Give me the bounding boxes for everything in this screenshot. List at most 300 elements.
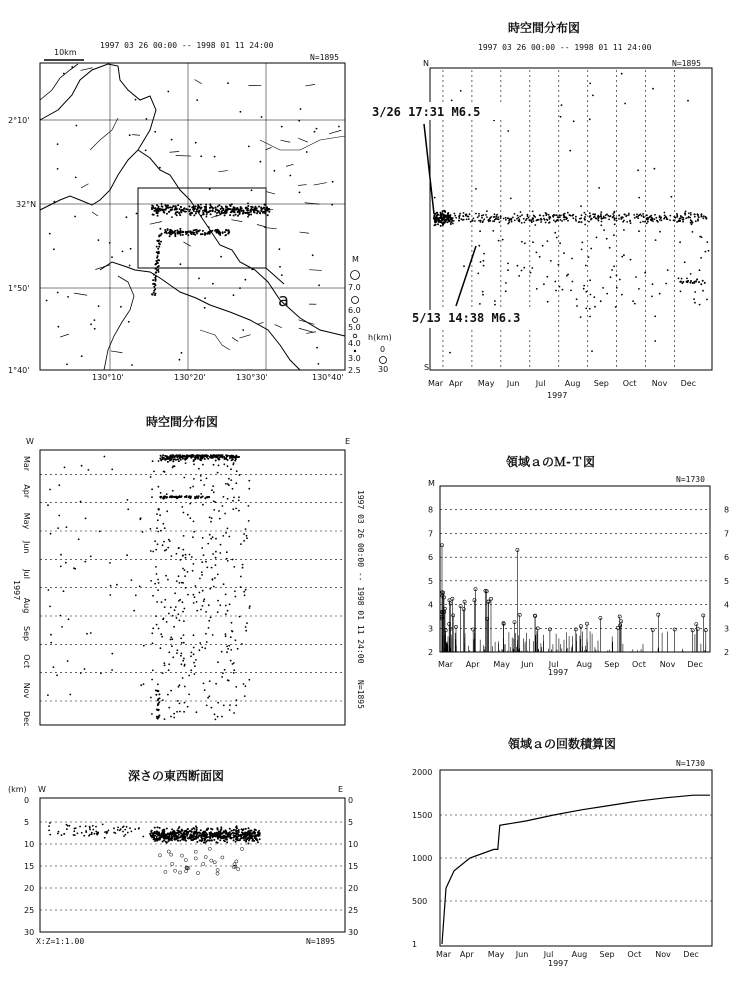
- ew-epicenter: [195, 585, 197, 587]
- ew-epicenter: [209, 534, 211, 536]
- ns-epicenter: [436, 212, 438, 214]
- map-epicenter: [189, 230, 191, 232]
- ew-epicenter: [167, 458, 169, 460]
- map-epicenter: [98, 239, 100, 241]
- map-fault-segment: [257, 224, 266, 227]
- cum-gridlines: [412, 768, 712, 949]
- map-epicenters: [46, 66, 340, 366]
- ns-epicenter: [534, 224, 536, 226]
- ew-epicenter: [228, 478, 230, 480]
- map-epicenter: [256, 212, 258, 214]
- depth-hypocenter: [92, 825, 94, 827]
- ew-epicenter: [47, 694, 49, 696]
- depth-hypocenter: [74, 834, 76, 836]
- ns-epicenter: [676, 214, 678, 216]
- ew-epicenter: [176, 652, 178, 654]
- ns-epicenter: [546, 276, 548, 278]
- ns-epicenter: [514, 220, 516, 222]
- ew-month-label: May: [22, 512, 31, 530]
- ew-epicenter: [99, 531, 101, 533]
- ns-epicenter: [482, 220, 484, 222]
- ew-epicenter: [182, 455, 184, 457]
- ns-epicenter: [489, 220, 491, 222]
- ns-epicenter: [561, 220, 563, 222]
- ew-epicenter: [226, 646, 228, 648]
- ew-epicenter: [224, 669, 226, 671]
- ns-epicenter: [612, 213, 614, 215]
- depth-hypocenter: [142, 836, 144, 838]
- ns-epicenter: [585, 308, 587, 310]
- depth-hypocenter: [181, 829, 183, 831]
- ew-epicenter: [172, 656, 174, 658]
- ns-epicenter: [585, 265, 587, 267]
- depth-hypocenter: [179, 871, 182, 874]
- depth-hypocenter: [257, 841, 259, 843]
- ns-epicenter: [693, 282, 695, 284]
- map-fault-segment: [298, 320, 314, 325]
- map-epicenter: [182, 234, 184, 236]
- depth-hypocenter: [205, 833, 207, 835]
- ew-epicenter: [50, 533, 52, 535]
- ns-epicenter: [637, 169, 639, 171]
- depth-hypocenter: [186, 834, 188, 836]
- ew-epicenter: [203, 598, 205, 600]
- map-epicenter: [151, 207, 153, 209]
- ns-epicenter: [573, 120, 575, 122]
- ew-epicenter: [189, 554, 191, 556]
- ew-epicenter: [50, 634, 52, 636]
- map-epicenter: [120, 306, 122, 308]
- ew-epicenter: [171, 555, 173, 557]
- map-epicenter: [179, 359, 181, 361]
- map-epicenter: [263, 207, 265, 209]
- map-epicenter: [230, 211, 232, 213]
- depth-hypocenter: [259, 832, 261, 834]
- ew-epicenter: [217, 455, 219, 457]
- ns-epicenter: [434, 216, 436, 218]
- ns-epicenter: [531, 267, 533, 269]
- map-epicenter: [224, 235, 226, 237]
- map-epicenter: [67, 296, 69, 298]
- ns-epicenter: [500, 217, 502, 219]
- depth-hypocenter: [245, 832, 247, 834]
- ew-epicenter: [133, 610, 135, 612]
- ew-epicenter: [161, 636, 163, 638]
- ns-epicenter: [638, 230, 640, 232]
- ew-epicenter: [233, 669, 235, 671]
- depth-hypocenter: [122, 831, 124, 833]
- depth-hypocenter: [48, 825, 50, 827]
- lon-label-1: 130°10': [92, 373, 124, 382]
- ew-epicenter: [158, 693, 160, 695]
- map-epicenter: [224, 231, 226, 233]
- ew-epicenter: [242, 567, 244, 569]
- map-epicenter: [169, 235, 171, 237]
- ns-epicenter: [471, 219, 473, 221]
- ns-epicenter: [640, 222, 642, 224]
- ew-epicenter: [200, 475, 202, 477]
- depth-hypocenter: [196, 827, 198, 829]
- ns-epicenter: [494, 300, 496, 302]
- map-fault-segment: [309, 270, 321, 271]
- depth-hypocenter: [206, 829, 208, 831]
- map-epicenter: [263, 211, 265, 213]
- depth-hypocenter: [178, 826, 180, 828]
- depth-hypocenters: [48, 822, 261, 875]
- ew-epicenter: [230, 649, 232, 651]
- ew-epicenter: [183, 477, 185, 479]
- ew-epicenter: [225, 613, 227, 615]
- ns-epicenter: [590, 248, 592, 250]
- ew-epicenter: [176, 553, 178, 555]
- ns-epicenter: [470, 221, 472, 223]
- map-epicenter: [235, 214, 237, 216]
- ew-epicenter: [111, 469, 113, 471]
- ew-epicenter: [183, 634, 185, 636]
- ns-epicenter: [571, 258, 573, 260]
- ew-epicenter: [227, 560, 229, 562]
- depth-hypocenter: [224, 840, 226, 842]
- depth-hypocenter: [170, 833, 172, 835]
- ew-epicenter: [179, 620, 181, 622]
- ew-epicenter: [222, 505, 224, 507]
- ew-epicenter: [231, 622, 233, 624]
- depth-hypocenter: [219, 830, 221, 832]
- ew-epicenter: [219, 552, 221, 554]
- ns-epicenter: [483, 218, 485, 220]
- ns-month-label: May: [477, 379, 495, 388]
- map-epicenter: [214, 156, 216, 158]
- ns-epicenter: [569, 215, 571, 217]
- ew-epicenter: [84, 668, 86, 670]
- ew-epicenter: [238, 456, 240, 458]
- map-epicenter: [167, 205, 169, 207]
- depth-hypocenter: [81, 832, 83, 834]
- ew-month-label: Dec: [22, 711, 31, 727]
- map-fault-segment: [170, 151, 180, 152]
- depth-hypocenter: [237, 868, 240, 871]
- ew-epicenter: [213, 464, 215, 466]
- ew-epicenter: [215, 719, 217, 721]
- ew-epicenter: [209, 588, 211, 590]
- depth-hypocenter: [79, 826, 81, 828]
- map-epicenter: [111, 256, 113, 258]
- ew-epicenter: [179, 582, 181, 584]
- cum-month-label: Apr: [459, 950, 474, 959]
- ns-month-label: Sep: [593, 379, 609, 388]
- ew-epicenter: [157, 589, 159, 591]
- map-epicenter: [261, 116, 263, 118]
- map-epicenter: [200, 233, 202, 235]
- ew-epicenter: [56, 674, 58, 676]
- ns-epicenter: [462, 215, 464, 217]
- map-epicenter: [63, 73, 65, 75]
- mt-tick-label-right: 6: [724, 553, 730, 563]
- ns-epicenter: [450, 221, 452, 223]
- ew-epicenter: [152, 595, 154, 597]
- ns-epicenter: [479, 303, 481, 305]
- ns-epicenter: [499, 221, 501, 223]
- ew-epicenter: [162, 672, 164, 674]
- ew-epicenter: [181, 653, 183, 655]
- ns-epicenter: [654, 340, 656, 342]
- ew-epicenter: [157, 519, 159, 521]
- map-epicenter: [267, 214, 269, 216]
- map-lat-labels: [8, 116, 36, 375]
- ew-epicenter: [243, 540, 245, 542]
- depth-hypocenter: [194, 857, 197, 860]
- ew-epicenter: [179, 454, 181, 456]
- ns-epicenter: [553, 220, 555, 222]
- map-epicenter: [248, 214, 250, 216]
- ns-epicenter: [442, 210, 444, 212]
- ew-epicenter: [181, 642, 183, 644]
- ns-epicenter: [585, 214, 587, 216]
- ew-epicenter: [143, 645, 145, 647]
- ew-epicenters: [47, 454, 251, 720]
- depth-hypocenter: [89, 827, 91, 829]
- ew-time-panel: [12, 414, 365, 726]
- ns-epicenter: [665, 283, 667, 285]
- depth-value-1: 0: [380, 345, 386, 354]
- depth-hypocenter: [248, 840, 250, 842]
- ns-epicenter: [561, 104, 563, 106]
- ew-epicenter: [197, 458, 199, 460]
- ew-epicenter: [217, 600, 219, 602]
- map-fault-segment: [111, 351, 123, 353]
- map-epicenter: [46, 300, 48, 302]
- map-fault-segment: [305, 84, 315, 86]
- ns-epicenter: [581, 214, 583, 216]
- lon-label-2: 130°20': [174, 373, 206, 382]
- depth-hypocenter: [238, 835, 240, 837]
- ns-epicenter: [630, 222, 632, 224]
- ns-epicenter: [690, 280, 692, 282]
- depth-axis-left: W: [38, 785, 46, 794]
- map-epicenter: [187, 209, 189, 211]
- depth-hypocenter: [89, 829, 91, 831]
- ns-epicenter: [543, 283, 545, 285]
- ew-epicenter: [221, 676, 223, 678]
- map-epicenter: [314, 131, 316, 133]
- ns-epicenter: [507, 263, 509, 265]
- depth-hypocenter: [217, 842, 219, 844]
- depth-hypocenter: [180, 835, 182, 837]
- ns-epicenter: [661, 220, 663, 222]
- ew-epicenter: [249, 605, 251, 607]
- cum-tick-label: 1: [412, 940, 418, 949]
- ns-epicenter: [629, 220, 631, 222]
- ns-epicenter: [517, 265, 519, 267]
- map-epicenter: [192, 206, 194, 208]
- ew-epicenter: [204, 454, 206, 456]
- map-epicenter: [222, 231, 224, 233]
- depth-hypocenter: [67, 825, 69, 827]
- depth-hypocenter: [171, 839, 173, 841]
- ns-epicenter: [549, 218, 551, 220]
- ew-epicenter: [212, 553, 214, 555]
- ns-epicenter: [542, 245, 544, 247]
- depth-hypocenter: [243, 839, 245, 841]
- ew-epicenter: [201, 547, 203, 549]
- ns-epicenter: [558, 214, 560, 216]
- ns-epicenter: [621, 256, 623, 258]
- mag-circle-6: [352, 297, 359, 304]
- ns-epicenter: [441, 213, 443, 215]
- depth-hypocenter: [171, 835, 173, 837]
- ew-epicenter: [219, 456, 221, 458]
- cum-month-label: Sep: [599, 950, 615, 959]
- ew-epicenter: [180, 459, 182, 461]
- ns-epicenter: [606, 293, 608, 295]
- ew-epicenter: [194, 665, 196, 667]
- depth-hypocenter: [220, 832, 222, 834]
- ew-epicenter: [160, 633, 162, 635]
- ew-epicenter: [169, 540, 171, 542]
- map-epicenter: [167, 91, 169, 93]
- cum-tick-label: 2000: [412, 768, 433, 777]
- ns-epicenter: [449, 352, 451, 354]
- map-epicenter: [191, 233, 193, 235]
- ew-epicenter: [164, 527, 166, 529]
- ew-epicenter: [238, 510, 240, 512]
- ew-epicenter: [191, 652, 193, 654]
- map-epicenter: [238, 213, 240, 215]
- ns-epicenter: [512, 217, 514, 219]
- ew-epicenter: [182, 601, 184, 603]
- ew-epicenter: [127, 508, 129, 510]
- ns-epicenter: [478, 220, 480, 222]
- ns-epicenter: [589, 83, 591, 85]
- ns-epicenter: [584, 224, 586, 226]
- map-epicenter: [260, 209, 262, 211]
- ns-epicenter: [556, 237, 558, 239]
- map-epicenter: [157, 252, 159, 254]
- map-epicenter: [159, 228, 161, 230]
- ew-epicenter: [187, 514, 189, 516]
- ew-epicenter: [195, 455, 197, 457]
- ns-epicenter: [591, 350, 593, 352]
- depth-hypocenter: [95, 831, 97, 833]
- ns-epicenter: [585, 291, 587, 293]
- ns-epicenter: [594, 216, 596, 218]
- mag-value-4: 4.0: [348, 339, 361, 348]
- ew-epicenter: [235, 596, 237, 598]
- map-fault-segment: [60, 334, 69, 337]
- depth-hypocenter: [233, 829, 235, 831]
- ew-epicenter: [210, 617, 212, 619]
- depth-hypocenter: [209, 837, 211, 839]
- ew-epicenter: [193, 653, 195, 655]
- ew-epicenter: [208, 627, 210, 629]
- map-epicenter: [316, 347, 318, 349]
- depth-hypocenter: [161, 833, 163, 835]
- ew-epicenter: [215, 551, 217, 553]
- ew-epicenter: [86, 633, 88, 635]
- map-fault-segment: [286, 164, 294, 166]
- ns-epicenter: [554, 232, 556, 234]
- mt-frame: [440, 486, 710, 652]
- ns-epicenter: [589, 316, 591, 318]
- ns-epicenter: [688, 212, 690, 214]
- map-epicenter: [181, 352, 183, 354]
- ew-epicenter: [225, 454, 227, 456]
- ns-epicenter: [473, 218, 475, 220]
- ns-epicenter: [584, 216, 586, 218]
- lat-label-4: 1°40': [8, 366, 30, 375]
- cum-month-label: Jun: [515, 950, 529, 959]
- ew-epicenter: [171, 638, 173, 640]
- ns-axis-top: N: [423, 59, 429, 68]
- ns-epicenter: [614, 219, 616, 221]
- map-epicenter: [190, 212, 192, 214]
- ew-epicenter: [225, 483, 227, 485]
- depth-hypocenter: [255, 837, 257, 839]
- ns-time-panel: [370, 20, 712, 400]
- map-epicenter: [76, 125, 78, 127]
- ew-epicenter: [225, 633, 227, 635]
- depth-legend: [368, 333, 392, 374]
- ew-epicenter: [140, 684, 142, 686]
- ew-epicenter: [189, 497, 191, 499]
- ns-epicenter: [637, 217, 639, 219]
- ns-epicenter: [477, 216, 479, 218]
- map-epicenter: [161, 203, 163, 205]
- map-epicenter: [182, 210, 184, 212]
- ew-epicenter: [239, 616, 241, 618]
- ew-month-labels: [22, 456, 31, 726]
- depth-hypocenter: [204, 834, 206, 836]
- mt-tick-label-left: 4: [428, 600, 434, 610]
- ns-month-label: Mar: [428, 379, 444, 388]
- ns-epicenter: [508, 222, 510, 224]
- mt-tick-label-left: 5: [428, 576, 434, 586]
- map-epicenter: [158, 206, 160, 208]
- ns-epicenter: [679, 220, 681, 222]
- map-epicenter: [180, 263, 182, 265]
- depth-hypocenter: [235, 860, 238, 863]
- map-epicenter: [136, 213, 138, 215]
- ew-month-label: Sep: [22, 626, 31, 642]
- ew-epicenter: [184, 569, 186, 571]
- ns-epicenter: [682, 219, 684, 221]
- map-epicenter: [131, 364, 133, 366]
- ew-epicenter: [223, 458, 225, 460]
- lat-label-2: 32°N: [16, 200, 37, 209]
- ns-epicenter: [592, 213, 594, 215]
- map-epicenter: [172, 205, 174, 207]
- ns-month-label: Dec: [680, 379, 697, 388]
- ns-epicenter: [482, 291, 484, 293]
- ns-epicenter: [483, 260, 485, 262]
- depth-hypocenter: [187, 828, 189, 830]
- cumulative-panel: [412, 736, 712, 968]
- ns-epicenter: [614, 223, 616, 225]
- ew-epicenter: [181, 663, 183, 665]
- depth-hypocenter: [238, 831, 240, 833]
- ew-epicenter: [139, 586, 141, 588]
- ns-epicenter: [673, 216, 675, 218]
- ns-epicenter: [454, 213, 456, 215]
- map-epicenter: [155, 275, 157, 277]
- ew-epicenter: [53, 666, 55, 668]
- depth-hypocenter: [205, 836, 207, 838]
- ns-epicenter: [706, 299, 708, 301]
- ns-axis-bottom: S: [424, 363, 430, 372]
- ns-epicenter: [699, 269, 701, 271]
- map-fault-segment: [275, 324, 282, 327]
- depth-hypocenter: [259, 835, 261, 837]
